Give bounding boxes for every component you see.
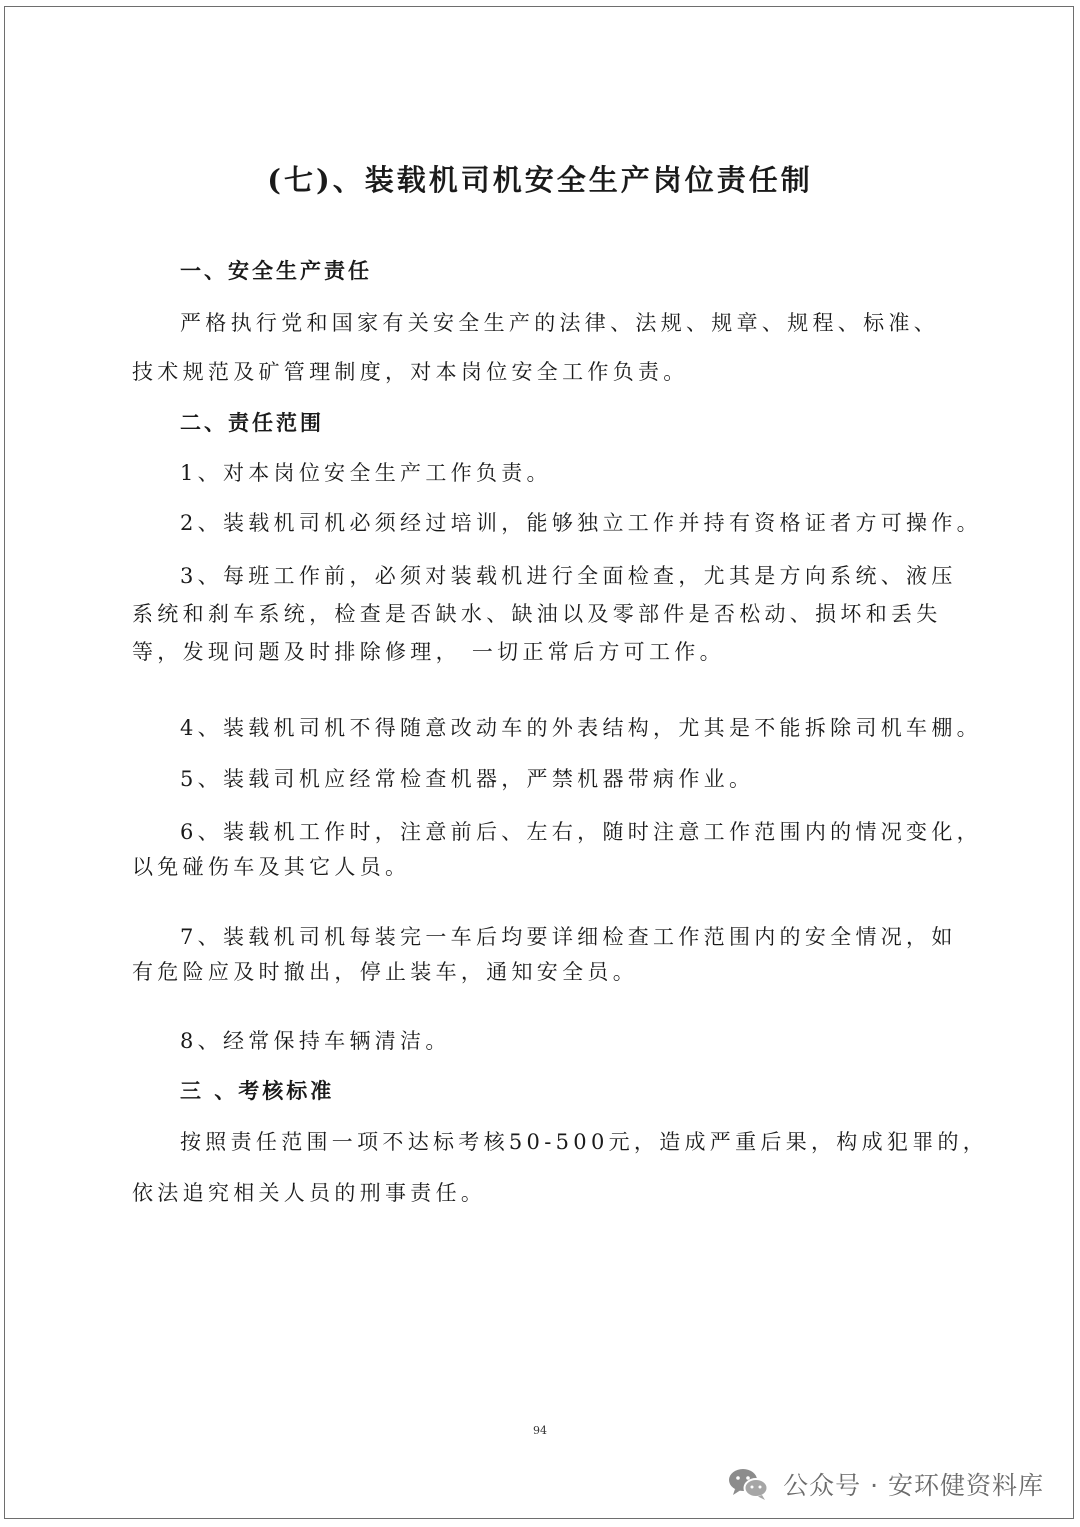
page-number: 94	[533, 1424, 547, 1437]
item-8: 8、经常保持车辆清洁。	[180, 1029, 451, 1053]
watermark	[727, 1462, 1044, 1506]
item-3-line-1: 3、每班工作前，必须对装载机进行全面检查，尤其是方向系统、液压	[180, 564, 957, 588]
item-4: 4、装载机司机不得随意改动车的外表结构，尤其是不能拆除司机车棚。	[180, 716, 982, 740]
item-5: 5、装载司机应经常检查机器，严禁机器带病作业。	[180, 767, 755, 791]
item-7-line-2: 有危险应及时撤出，停止装车，通知安全员。	[132, 960, 638, 984]
item-1: 1、对本岗位安全生产工作负责。	[180, 461, 552, 485]
item-6-line-1: 6、装载机工作时，注意前后、左右，随时注意工作范围内的情况变化，	[180, 820, 982, 844]
document-title: (七)、装载机司机安全生产岗位责任制	[267, 163, 813, 197]
section-1-paragraph-line-2: 技术规范及矿管理制度，对本岗位安全工作负责。	[132, 360, 689, 384]
section-1-paragraph-line-1: 严格执行党和国家有关安全生产的法律、法规、规章、规程、标准、	[180, 311, 939, 335]
page-border	[4, 6, 1074, 1519]
watermark-text: 公众号 · 安环健资料库	[783, 1471, 1044, 1500]
item-3-line-2: 系统和刹车系统，检查是否缺水、缺油以及零部件是否松动、损坏和丢失	[132, 602, 942, 626]
section-2-heading: 二、责任范围	[180, 410, 324, 435]
section-3-paragraph-line-1: 按照责任范围一项不达标考核50-500元，造成严重后果，构成犯罪的，	[180, 1130, 989, 1154]
item-3-line-3: 等，发现问题及时排除修理， 一切正常后方可工作。	[132, 640, 725, 664]
item-6-line-2: 以免碰伤车及其它人员。	[132, 855, 411, 879]
item-2: 2、装载机司机必须经过培训，能够独立工作并持有资格证者方可操作。	[180, 511, 982, 535]
section-1-heading: 一、安全生产责任	[180, 258, 372, 283]
wechat-icon	[727, 1466, 771, 1502]
item-7-line-1: 7、装载机司机每装完一车后均要详细检查工作范围内的安全情况，如	[180, 925, 957, 949]
section-3-heading: 三 、考核标准	[180, 1078, 335, 1103]
section-3-paragraph-line-2: 依法追究相关人员的刑事责任。	[132, 1181, 487, 1205]
